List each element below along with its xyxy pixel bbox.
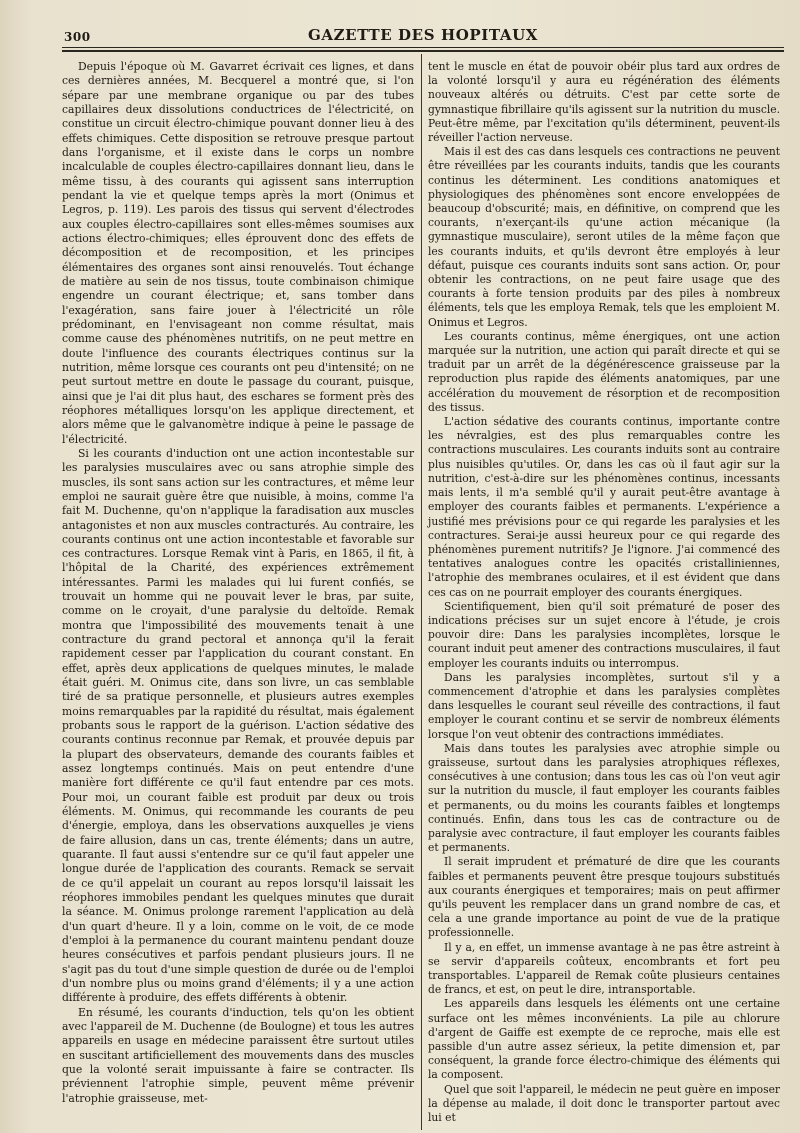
page-header: [64, 24, 782, 46]
running-title: GAZETTE DES HOPITAUX: [307, 26, 538, 44]
header-rule-thick: [62, 50, 784, 52]
paragraph: Les appareils dans lesquels les éléments ont une certaine surface ont les mêmes inconvénients. La pile au chlorure d'argent de Gaiffe est exempte de ce reproche, mais elle est passible d'un autre assez sérieux, la petite dimension et, par conséquent, la grande force électro-chimique des éléments qui la composent.: [428, 997, 780, 1082]
paragraph: Si les courants d'induction ont une action incontestable sur les paralysies musculaires avec ou sans atrophie simple des muscles, ils sont sans action sur les contractures, et même leur emploi ne saurait guère être que nuisible, à moins, comme l'a fait M. Duchenne, qu'on n'applique la faradisation aux muscles antagonistes et non aux muscles contracturés. Au contraire, les courants continus ont une action incontestable et favorable sur ces contractures. Lorsque Remak vint à Paris, en 1865, il fit, à l'hôpital de la Charité, des expériences extrêmement intéressantes. Parmi les malades qui lui furent confiés, se trouvait un homme qui ne pouvait lever le bras, par suite, comme on le croyait, d'une paralysie du deltoïde. Remak montra que l'impossibilité des mouvements tenait à une contracture du grand pectoral et annonça qu'il la ferait rapidement cesser par l'application du courant constant. En effet, après deux applications de quelques minutes, le malade était guéri. M. Onimus cite, dans son livre, un cas semblable tiré de sa pratique personnelle, et plusieurs autres exemples moins remarquables par la rapidité du résultat, mais également probants sous le rapport de la guérison. L'action sédative des courants continus reconnue par Remak, et prouvée depuis par la plupart des observateurs, demande des courants faibles et assez longtemps continués. Mais on peut entendre d'une manière fort différente ce qu'il faut entendre par ces mots. Pour moi, un courant faible est produit par deux ou trois éléments. M. Onimus, qui recommande les courants de peu d'énergie, employa, dans les observations auxquelles je viens de faire allusion, dans un cas, trente éléments; dans un autre, quarante. Il faut aussi s'entendre sur ce qu'il faut appeler une longue durée de l'application des courants. Remack se servait de ce qu'il appelait un courant au repos lorsqu'il laissait les réophores immobiles pendant les quelques minutes que durait la séance. M. Onimus prolonge rarement l'application au delà d'un quart d'heure. Il y a loin, comme on le voit, de ce mode d'emploi à la permanence du courant maintenu pendant douze heures consécutives et parfois pendant plusieurs jours. Il ne s'agit pas du tout d'une simple question de durée ou de l'emploi d'un nombre plus ou moins grand d'éléments; il y a une action différente à produire, des effets différents à obtenir.: [62, 446, 414, 1005]
right-column: [428, 60, 780, 1125]
paragraph: Les courants continus, même énergiques, ont une action marquée sur la nutrition, une action qui paraît directe et qui se traduit par un arrêt de la dégénérescence graisseuse par la reproduction plus rapide des éléments anatomiques, par une accélération du mouvement de résorption et de recomposition des tissus.: [428, 329, 780, 414]
paragraph: Mais il est des cas dans lesquels ces contractions ne peuvent être réveillées par les courants induits, tandis que les courants continus les déterminent. Les conditions anatomiques et physiologiques des phénomènes sont encore enveloppées de beaucoup d'obscurité; mais, en définitive, on comprend que les courants, n'exerçant-ils qu'une action mécanique (la gymnastique musculaire), seront utiles de la même façon que les courants induits, et qu'ils devront être employés à leur défaut, puisque ces courants induits sont sans action. Or, pour obtenir les contractions, on ne peut faire usage que des courants à forte tension produits par des piles à nombreux éléments, tels que les employa Remak, tels que les emploient M. Onimus et Legros.: [428, 145, 780, 329]
paragraph: Il y a, en effet, un immense avantage à ne pas être astreint à se servir d'appareils coûteux, encombrants et fort peu transportables. L'appareil de Remak coûte plusieurs centaines de francs, et est, on peut le dire, intransportable.: [428, 940, 780, 997]
paragraph: Il serait imprudent et prématuré de dire que les courants faibles et permanents peuvent être presque toujours substitués aux courants énergiques et temporaires; mais on peut affirmer qu'ils peuvent les remplacer dans un grand nombre de cas, et cela a une grande importance au point de vue de la pratique professionnelle.: [428, 855, 780, 940]
paragraph: Scientifiquement, bien qu'il soit prématuré de poser des indications précises sur un sujet encore à l'étude, je crois pouvoir dire: Dans les paralysies incomplètes, lorsque le courant induit peut amener des contractions musculaires, il faut employer les courants induits ou interrompus.: [428, 599, 780, 670]
left-column: [62, 60, 414, 1106]
paragraph: Quel que soit l'appareil, le médecin ne peut guère en imposer la dépense au malade, il doit donc le transporter partout avec lui et: [428, 1082, 780, 1125]
column-divider: [421, 54, 422, 1130]
paragraph: Mais dans toutes les paralysies avec atrophie simple ou graisseuse, surtout dans les paralysies atrophiques réflexes, consécutives à une contusion; dans tous les cas où l'on veut agir sur la nutrition du muscle, il faut employer les courants faibles et permanents, ou du moins les courants faibles et longtemps continués. Enfin, dans tous les cas de contracture ou de paralysie avec contracture, il faut employer les courants faibles et permanents.: [428, 741, 780, 855]
page-number: 300: [64, 30, 91, 44]
paragraph: L'action sédative des courants continus, importante contre les névralgies, est des plus remarquables contre les contractions musculaires. Les courants induits sont au contraire plus nuisibles qu'utiles. Or, dans les cas où il faut agir sur la nutrition, c'est-à-dire sur les phénomènes continus, incessants mais lents, il m'a semblé qu'il y aurait peut-être avantage à employer des courants faibles et permanents. L'expérience a justifié mes prévisions pour ce qui regarde les paralysies et les contractures. Serai-je aussi heureux pour ce qui regarde des phénomènes purement nutritifs? Je l'ignore. J'ai commencé des tentatives analogues contre les opacités cristalliniennes, l'atrophie des membranes oculaires, et il est évident que dans ces cas on ne pourrait employer des courants énergiques.: [428, 415, 780, 599]
header-rule-thin: [62, 47, 784, 48]
paragraph: En résumé, les courants d'induction, tels qu'on les obtient avec l'appareil de M. Duchenne (de Boulogne) et tous les autres appareils en usage en médecine paraissent être surtout utiles en suscitant artificiellement des mouvements dans des muscles que la volonté serait impuissante à faire se contracter. Ils préviennent l'atrophie simple, peuvent même prévenir l'atrophie graisseuse, met-: [62, 1005, 414, 1105]
paragraph: Dans les paralysies incomplètes, surtout s'il y a commencement d'atrophie et dans les paralysies complètes dans lesquelles le courant seul réveille des contractions, il faut employer le courant continu et se servir de nombreux éléments lorsque l'on veut obtenir des contractions immédiates.: [428, 670, 780, 741]
paragraph: Depuis l'époque où M. Gavarret écrivait ces lignes, et dans ces dernières années, M. Becquerel a montré que, si l'on sépare par une membrane organique ou par des tubes capillaires deux dissolutions conductrices de l'électricité, on constitue un circuit électro-chimique pouvant donner lieu à des effets chimiques. Cette disposition se retrouve presque partout dans l'organisme, et il existe dans le corps un nombre incalculable de couples électro-capillaires donnant lieu, dans le même tissu, à des courants qui agissent sans interruption pendant la vie et quelque temps après la mort (Onimus et Legros, p. 119). Les parois des tissus qui servent d'électrodes aux couples électro-capillaires sont elles-mêmes soumises aux actions électro-chimiques; elles éprouvent donc des effets de décomposition et de recomposition, et les principes élémentaires des organes sont ainsi renouvelés. Tout échange de matière au sein de nos tissus, toute combinaison chimique engendre un courant électrique; et, sans tomber dans l'exagération, sans faire jouer à l'électricité un rôle prédominant, en l'envisageant non comme résultat, mais comme cause des phénomènes nutritifs, on ne peut mettre en doute l'influence des courants électriques continus sur la nutrition, même lorsque ces courants ont peu d'intensité; on ne peut surtout mettre en doute le passage du courant, puisque, ainsi que je l'ai dit plus haut, des eschares se forment près des réophores métalliques lorsqu'on les applique directement, et alors même que le galvanomètre indique à peine le passage de l'électricité.: [62, 60, 414, 446]
paragraph-continued: tent le muscle en état de pouvoir obéir plus tard aux ordres de la volonté lorsqu'il y aura eu régénération des éléments nouveaux altérés ou détruits. C'est par cette sorte de gymnastique fibrillaire qu'ils agissent sur la nutrition du muscle. Peut-être même, par l'excitation qu'ils déterminent, peuvent-ils réveiller l'action nerveuse.: [428, 60, 780, 145]
